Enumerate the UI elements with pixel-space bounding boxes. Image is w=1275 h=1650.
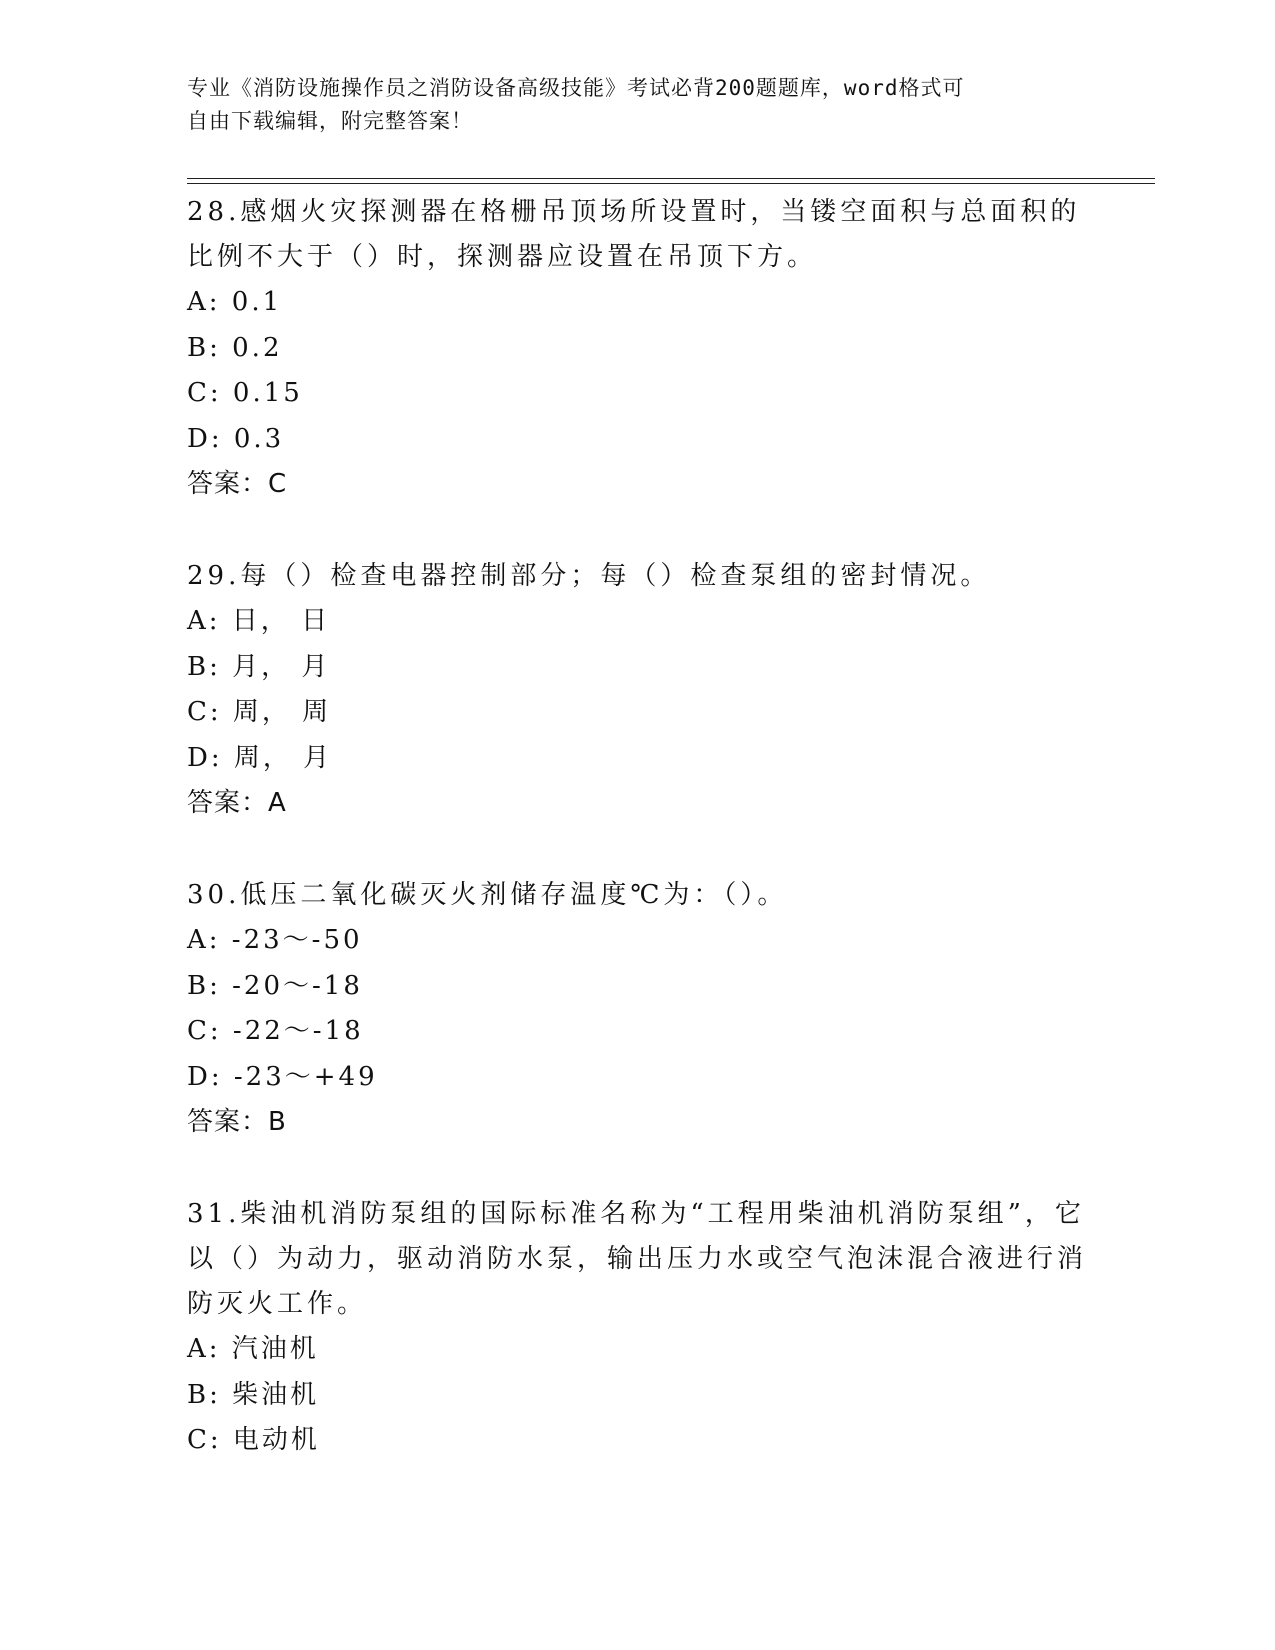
option-list	[187, 1327, 1107, 1464]
question-29	[187, 554, 1107, 826]
option-list	[187, 918, 1107, 1100]
question-stem: 31.柴油机消防泵组的国际标准名称为“工程用柴油机消防泵组”，它以（）为动力，驱动消防水泵，输出压力水或空气泡沫混合液进行消防灭火工作。	[187, 1199, 1088, 1319]
option-b: B: 柴油机	[187, 1379, 320, 1410]
question-31	[187, 1192, 1107, 1464]
question-28	[187, 190, 1107, 507]
option-c: C: 0.15	[187, 378, 303, 408]
page-header	[187, 72, 1087, 138]
option-a: A: 0.1	[187, 287, 283, 317]
option-b: B: 月， 月	[187, 651, 331, 682]
option-d: D: -23～+49	[187, 1061, 378, 1092]
option-c: C: 电动机	[187, 1425, 320, 1455]
header-divider-bottom	[187, 183, 1155, 184]
question-stem: 28.感烟火灾探测器在格栅吊顶场所设置时，当镂空面积与总面积的比例不大于（）时，探测器应设置在吊顶下方。	[187, 197, 1081, 272]
option-b: B: -20～-18	[187, 970, 363, 1001]
question-30	[187, 873, 1107, 1145]
option-d: D: 0.3	[187, 423, 285, 454]
option-a: A: 汽油机	[187, 1334, 319, 1364]
answer-label: 答案：B	[187, 1107, 287, 1137]
question-stem: 30.低压二氧化碳灭火剂储存温度℃为：（）。	[187, 880, 788, 910]
header-line-1: 专业《消防设施操作员之消防设备高级技能》考试必背200题题库，word格式可	[187, 76, 965, 100]
option-list	[187, 280, 1107, 462]
option-c: C: -22～-18	[187, 1016, 364, 1046]
option-a: A: 日， 日	[187, 606, 331, 636]
option-a: A: -23～-50	[187, 925, 363, 955]
question-list	[187, 190, 1107, 1511]
question-stem: 29.每（）检查电器控制部分；每（）检查泵组的密封情况。	[187, 561, 991, 591]
option-d: D: 周， 月	[187, 742, 333, 773]
answer-label: 答案：A	[187, 788, 287, 818]
option-b: B: 0.2	[187, 332, 283, 363]
option-list	[187, 599, 1107, 781]
header-line-2: 自由下载编辑，附完整答案！	[187, 109, 473, 133]
answer-label: 答案：C	[187, 469, 288, 499]
header-divider-top	[187, 178, 1155, 179]
option-c: C: 周， 周	[187, 697, 332, 727]
